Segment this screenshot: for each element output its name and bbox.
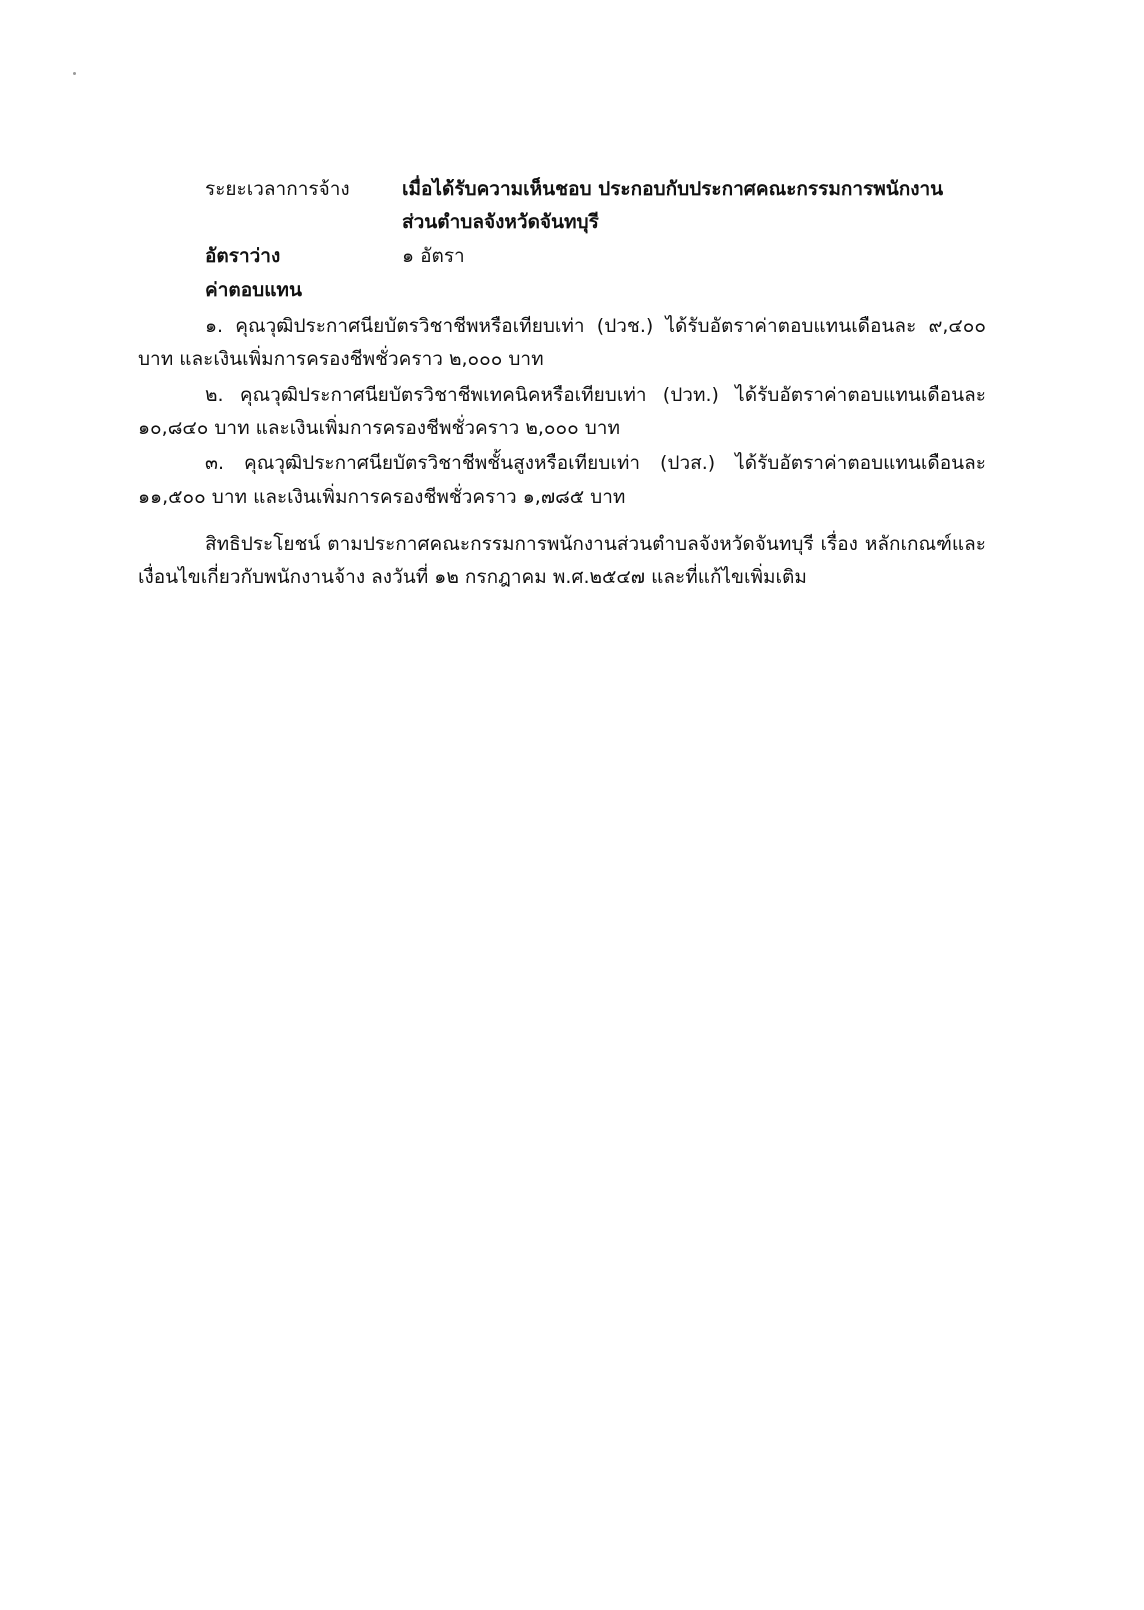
compensation-item-2-line2: ๑๐,๘๔๐ บาท และเงินเพิ่มการครองชีพชั่วคราว ๒,๐๐๐ บาท [138, 417, 620, 439]
benefits-line1: สิทธิประโยชน์ ตามประกาศคณะกรรมการพนักงานส่วนตำบลจังหวัดจันทบุรี เรื่อง หลักเกณฑ์และ [205, 533, 986, 555]
duration-label: ระยะเวลาการจ้าง [205, 178, 350, 200]
compensation-label: ค่าตอบแทน [205, 279, 302, 301]
vacancy-value: ๑ อัตรา [402, 245, 465, 267]
scan-speck [73, 72, 76, 75]
compensation-item-1-line1: ๑. คุณวุฒิประกาศนียบัตรวิชาชีพหรือเทียบเท่า (ปวช.) ได้รับอัตราค่าตอบแทนเดือนละ ๙,๔๐๐ [205, 315, 986, 337]
compensation-item-3-line2: ๑๑,๕๐๐ บาท และเงินเพิ่มการครองชีพชั่วคราว ๑,๗๘๕ บาท [138, 486, 626, 508]
duration-value-line2: ส่วนตำบลจังหวัดจันทบุรี [402, 211, 599, 233]
compensation-item-1-line2: บาท และเงินเพิ่มการครองชีพชั่วคราว ๒,๐๐๐ บาท [138, 348, 544, 370]
duration-value-line1: เมื่อได้รับความเห็นชอบ ประกอบกับประกาศคณะกรรมการพนักงาน [402, 178, 944, 200]
compensation-item-3-line1: ๓. คุณวุฒิประกาศนียบัตรวิชาชีพชั้นสูงหรือเทียบเท่า (ปวส.) ได้รับอัตราค่าตอบแทนเดือนละ [205, 452, 986, 474]
benefits-line2: เงื่อนไขเกี่ยวกับพนักงานจ้าง ลงวันที่ ๑๒ กรกฎาคม พ.ศ.๒๕๔๗ และที่แก้ไขเพิ่มเติม [138, 566, 807, 588]
vacancy-label: อัตราว่าง [205, 245, 281, 267]
compensation-item-2-line1: ๒. คุณวุฒิประกาศนียบัตรวิชาชีพเทคนิคหรือเทียบเท่า (ปวท.) ได้รับอัตราค่าตอบแทนเดือนละ [205, 384, 986, 406]
